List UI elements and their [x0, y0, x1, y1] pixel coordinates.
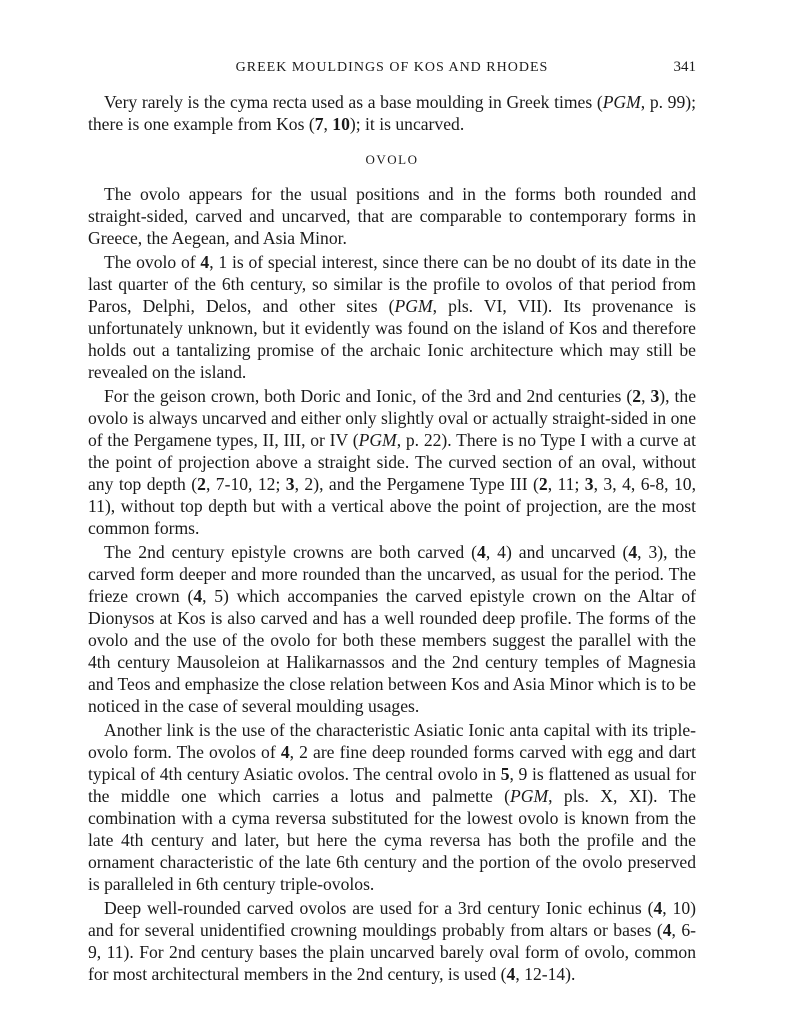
section-heading-ovolo: OVOLO [365, 152, 419, 167]
paragraph-epistyle-crowns: The 2nd century epistyle crowns are both carved (4, 4) and uncarved (4, 3), the carved form deeper and more rounded than the uncarved, as usual for the period. The frieze crown (4, 5) which accompanies the carved epistyle crown on the Altar of Dionysos at Kos is also carved and has a well rounded deep profile. The forms of the ovolo and the use of the ovolo for both these members suggest the parallel with the 4th century Mausoleion at Halikarnassos and the 2nd century temples of Magnesia and Teos and emphasize the close relation between Kos and Asia Minor which is to be noticed in the case of several moulding usages. [88, 542, 696, 716]
running-title: GREEK MOULDINGS OF KOS AND RHODES [235, 60, 549, 75]
paragraph-cyma-recta: Very rarely is the cyma recta used as a base moulding in Greek times (PGM, p. 99); there is one example from Kos (7, 10); it is uncarved. [88, 92, 696, 134]
paragraph-geison-crown: For the geison crown, both Doric and Ionic, of the 3rd and 2nd centuries (2, 3), the ovolo is always uncarved and either only slightly oval or actually straight-sided in one of the Pergamene types, II, III, or IV (PGM, p. 22). There is no Type I with a curve at the point of projection above a straight side. The curved section of an oval, without any top depth (2, 7-10, 12; 3, 2), and the Pergamene Type III (2, 11; 3, 3, 4, 6-8, 10, 11), without top depth but with a vertical above the point of projection, are the most common forms. [88, 386, 697, 538]
page-body [88, 91, 696, 985]
running-header [88, 58, 696, 82]
paragraph-ovolo-intro: The ovolo appears for the usual positions and in the forms both rounded and straight-sided, carved and uncarved, that are comparable to contemporary forms in Greece, the Aegean, and Asia Minor. [88, 184, 696, 248]
paragraph-anta-capital: Another link is the use of the characteristic Asiatic Ionic anta capital with its triple-ovolo form. The ovolos of 4, 2 are fine deep rounded forms carved with egg and dart typical of 4th century Asiatic ovolos. The central ovolo in 5, 9 is flattened as usual for the middle one which carries a lotus and palmette (PGM, pls. X, XI). The combination with a cyma reversa substituted for the lowest ovolo is known from the late 4th century and later, but here the cyma reversa has both the profile and the ornament characteristic of the late 6th century and the portion of the ovolo preserved is paralleled in 6th century triple-ovolos. [88, 720, 696, 894]
paragraph-carved-ovolos: Deep well-rounded carved ovolos are used for a 3rd century Ionic echinus (4, 10) and for several unidentified crowning mouldings probably from altars or bases (4, 6-9, 11). For 2nd century bases the plain uncarved barely oval form of ovolo, common for most architectural members in the 2nd century, is used (4, 12-14). [88, 898, 697, 984]
paragraph-ovolo-archaic: The ovolo of 4, 1 is of special interest, since there can be no doubt of its date in the last quarter of the 6th century, so similar is the profile to ovolos of that period from Paros, Delphi, Delos, and other sites (PGM, pls. VI, VII). Its provenance is unfortunately unknown, but it evidently was found on the island of Kos and therefore holds out a tantalizing promise of the archaic Ionic architecture which may still be revealed on the island. [88, 252, 696, 382]
page-number: 341 [673, 59, 696, 75]
